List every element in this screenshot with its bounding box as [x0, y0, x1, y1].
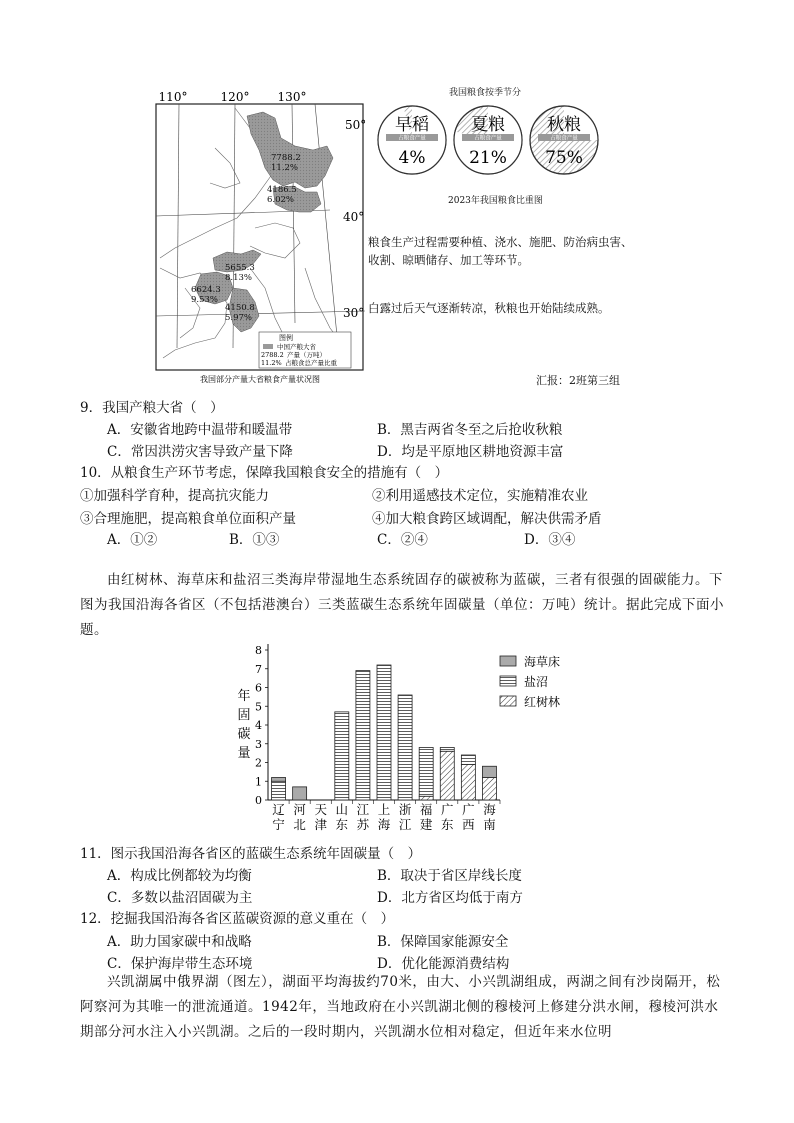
legend-example: 2788.2 [261, 351, 284, 359]
season-sub: 占粮食产量 [474, 135, 502, 142]
legend-title: 图例 [279, 334, 293, 342]
bar-segment [272, 781, 286, 800]
legend-label: 海草床 [524, 655, 561, 669]
province-percent: 11.2% [271, 163, 299, 173]
season-name: 秋粮 [547, 115, 581, 135]
q9-option-b[interactable]: B．黑吉两省冬至之后抢收秋粮 [377, 422, 563, 438]
map-legend [259, 332, 351, 368]
q12-option-d[interactable]: D．优化能源消费结构 [377, 956, 510, 972]
y-tick-label: 8 [255, 644, 262, 657]
bar-segment [377, 665, 391, 800]
q12-stem: 12．挖掘我国沿海各省区蓝碳资源的意义重在（ ） [80, 911, 395, 927]
season-circle [454, 106, 522, 174]
x-tick-label: 上 [377, 802, 391, 817]
legend-label: 中国产粮大省 [277, 343, 316, 351]
x-tick-label: 东 [335, 817, 349, 832]
legend-label: 产量（万吨） [287, 351, 326, 359]
q11-option-c[interactable]: C．多数以盐沼固碳为主 [107, 890, 253, 906]
y-tick-label: 2 [255, 756, 262, 770]
lat-label: 40° [343, 210, 365, 224]
bar-segment [461, 755, 475, 764]
bar-segment [398, 695, 412, 800]
y-axis-label: 年 [237, 689, 251, 704]
province-amount: 4150.8 [225, 303, 255, 313]
bar-segment [482, 766, 496, 777]
legend-swatch [263, 344, 273, 349]
intro-paragraph: 由红树林、海草床和盐沼三类海岸带湿地生态系统固存的碳被称为蓝碳，三者有很强的固碳能力。下图为我国沿海各省区（不包括港澳台）三类蓝碳生态系统年固碳量（单位：万吨）统计。据此完成下面小题。 [80, 572, 724, 638]
note-line: 粮食生产过程需要种植、浇水、施肥、防治病虫害、 [368, 235, 633, 249]
x-tick-label: 海 [377, 817, 391, 832]
bar-segment [440, 748, 454, 752]
q9-option-d[interactable]: D．均是平原地区耕地资源丰富 [377, 444, 564, 460]
report-group: 汇报：2班第三组 [536, 374, 620, 387]
legend-label: 盐沼 [524, 675, 549, 689]
season-name: 夏粮 [471, 115, 505, 135]
lon-label: 120° [220, 90, 250, 104]
bar-segment [419, 748, 433, 797]
y-tick-label: 1 [255, 775, 262, 789]
y-axis-label: 量 [237, 746, 251, 761]
province-percent: 9.53% [191, 295, 219, 305]
x-tick-label: 宁 [272, 817, 285, 832]
q12-option-b[interactable]: B．保障国家能源安全 [377, 934, 509, 950]
season-sub: 占粮食产量 [550, 135, 578, 142]
x-tick-label: 苏 [356, 817, 370, 832]
legend-swatch [500, 656, 516, 666]
legend-label: 占粮食总产量比重 [285, 359, 337, 367]
blue-carbon-chart [230, 640, 590, 836]
lon-label: 110° [158, 90, 188, 104]
q9-stem: 9．我国产粮大省（ ） [80, 400, 224, 416]
bar-segment [335, 712, 349, 800]
province-map [155, 88, 365, 386]
x-tick-label: 津 [314, 817, 327, 832]
x-tick-label: 江 [356, 802, 370, 817]
bar-segment [293, 787, 307, 800]
province-percent: 5.97% [225, 313, 253, 323]
y-axis-label: 碳 [237, 727, 251, 742]
bar-segment [440, 751, 454, 800]
x-tick-label: 建 [419, 817, 433, 832]
q12-option-a[interactable]: A．助力国家碳中和战略 [107, 934, 252, 950]
q10-stem: 10．从粮食生产环节考虑，保障我国粮食安全的措施有（ ） [80, 465, 449, 481]
x-tick-label: 北 [293, 817, 306, 832]
lake-passage: 兴凯湖属中俄界湖（图左），湖面平均海拔约70米，由大、小兴凯湖组成，两湖之间有沙岗隔开，松阿察河为其唯一的泄流通道。1942年，当地政府在小兴凯湖北侧的穆棱河上修建分洪水闸，穆棱河洪水期部分河水注入小兴凯湖。之后的一段时期内，兴凯湖水位相对稳定，但近年来水位明 [80, 974, 721, 1040]
province-amount: 5655.3 [225, 263, 255, 273]
season-circle [530, 106, 598, 174]
season-circles [376, 100, 604, 180]
season-sub: 占粮食产量 [398, 135, 426, 142]
bar-segment [482, 778, 496, 801]
x-tick-label: 南 [483, 817, 496, 832]
y-tick-label: 7 [255, 662, 262, 676]
q11-option-b[interactable]: B．取决于省区岸线长度 [377, 868, 522, 884]
bar-segment [461, 764, 475, 800]
y-axis-label: 固 [237, 708, 251, 723]
y-tick-label: 4 [255, 719, 262, 732]
season-caption: 2023年我国粮食比重图 [448, 196, 543, 206]
x-tick-label: 广 [462, 802, 475, 817]
q10-statement: ②利用遥感技术定位，实施精准农业 [372, 488, 588, 504]
x-tick-label: 江 [398, 817, 412, 832]
lon-label: 130° [277, 90, 307, 104]
q9-option-c[interactable]: C．常因洪涝灾害导致产量下降 [107, 444, 293, 460]
legend-swatch [500, 696, 516, 706]
q10-option-c[interactable]: C．②④ [377, 532, 428, 548]
q11-option-a[interactable]: A．构成比例都较为均衡 [107, 868, 252, 884]
x-tick-label: 天 [314, 802, 327, 817]
province-percent: 6.02% [267, 195, 295, 205]
x-tick-label: 广 [441, 802, 454, 817]
map-caption: 我国部分产量大省粮食产量状况图 [200, 375, 320, 384]
y-tick-label: 0 [255, 794, 262, 807]
season-percent: 4% [398, 148, 426, 168]
season-percent: 21% [469, 148, 507, 168]
bar-segment [419, 796, 433, 800]
q12-option-c[interactable]: C．保护海岸带生态环境 [107, 956, 253, 972]
legend-label: 红树林 [524, 695, 561, 709]
province-amount: 4186.5 [267, 185, 297, 195]
x-tick-label: 辽 [272, 802, 285, 817]
season-heading: 我国粮食按季节分 [449, 88, 522, 98]
x-tick-label: 山 [335, 802, 349, 817]
q11-stem: 11．图示我国沿海各省区的蓝碳生态系统年固碳量（ ） [80, 846, 422, 862]
x-tick-label: 东 [441, 817, 454, 832]
x-tick-label: 西 [462, 817, 475, 832]
y-tick-label: 3 [255, 737, 262, 751]
province-percent: 8.13% [225, 273, 253, 283]
q10-option-d[interactable]: D．③④ [524, 532, 576, 548]
season-percent: 75% [545, 148, 583, 168]
legend-example: 11.2% [261, 359, 282, 367]
season-circle [378, 106, 446, 174]
q10-statement: ④加大粮食跨区域调配，解决供需矛盾 [372, 511, 602, 527]
y-tick-label: 5 [255, 700, 262, 714]
season-name: 早稻 [395, 115, 429, 135]
x-tick-label: 浙 [398, 802, 412, 817]
x-tick-label: 福 [419, 802, 433, 817]
province-amount: 6624.3 [191, 285, 221, 295]
x-tick-label: 河 [293, 802, 306, 817]
province-amount: 7788.2 [271, 153, 301, 163]
q10-option-a[interactable]: A．①② [107, 532, 158, 548]
bar-segment [272, 778, 286, 782]
q11-option-d[interactable]: D．北方省区均低于南方 [377, 890, 523, 906]
lat-label: 30° [343, 306, 365, 320]
bar-segment [356, 671, 370, 800]
q10-statement: ③合理施肥，提高粮食单位面积产量 [80, 511, 296, 527]
note-line: 白露过后天气逐渐转凉，秋粮也开始陆续成熟。 [368, 301, 610, 315]
x-tick-label: 海 [483, 802, 496, 817]
note-line: 收割、晾晒储存、加工等环节。 [368, 253, 529, 267]
legend-swatch [500, 676, 516, 686]
y-tick-label: 6 [255, 681, 262, 695]
q10-statement: ①加强科学育种，提高抗灾能力 [80, 488, 269, 504]
q9-option-a[interactable]: A．安徽省地跨中温带和暖温带 [107, 422, 293, 438]
lat-label: 50° [345, 118, 365, 132]
q10-option-b[interactable]: B．①③ [229, 532, 280, 548]
